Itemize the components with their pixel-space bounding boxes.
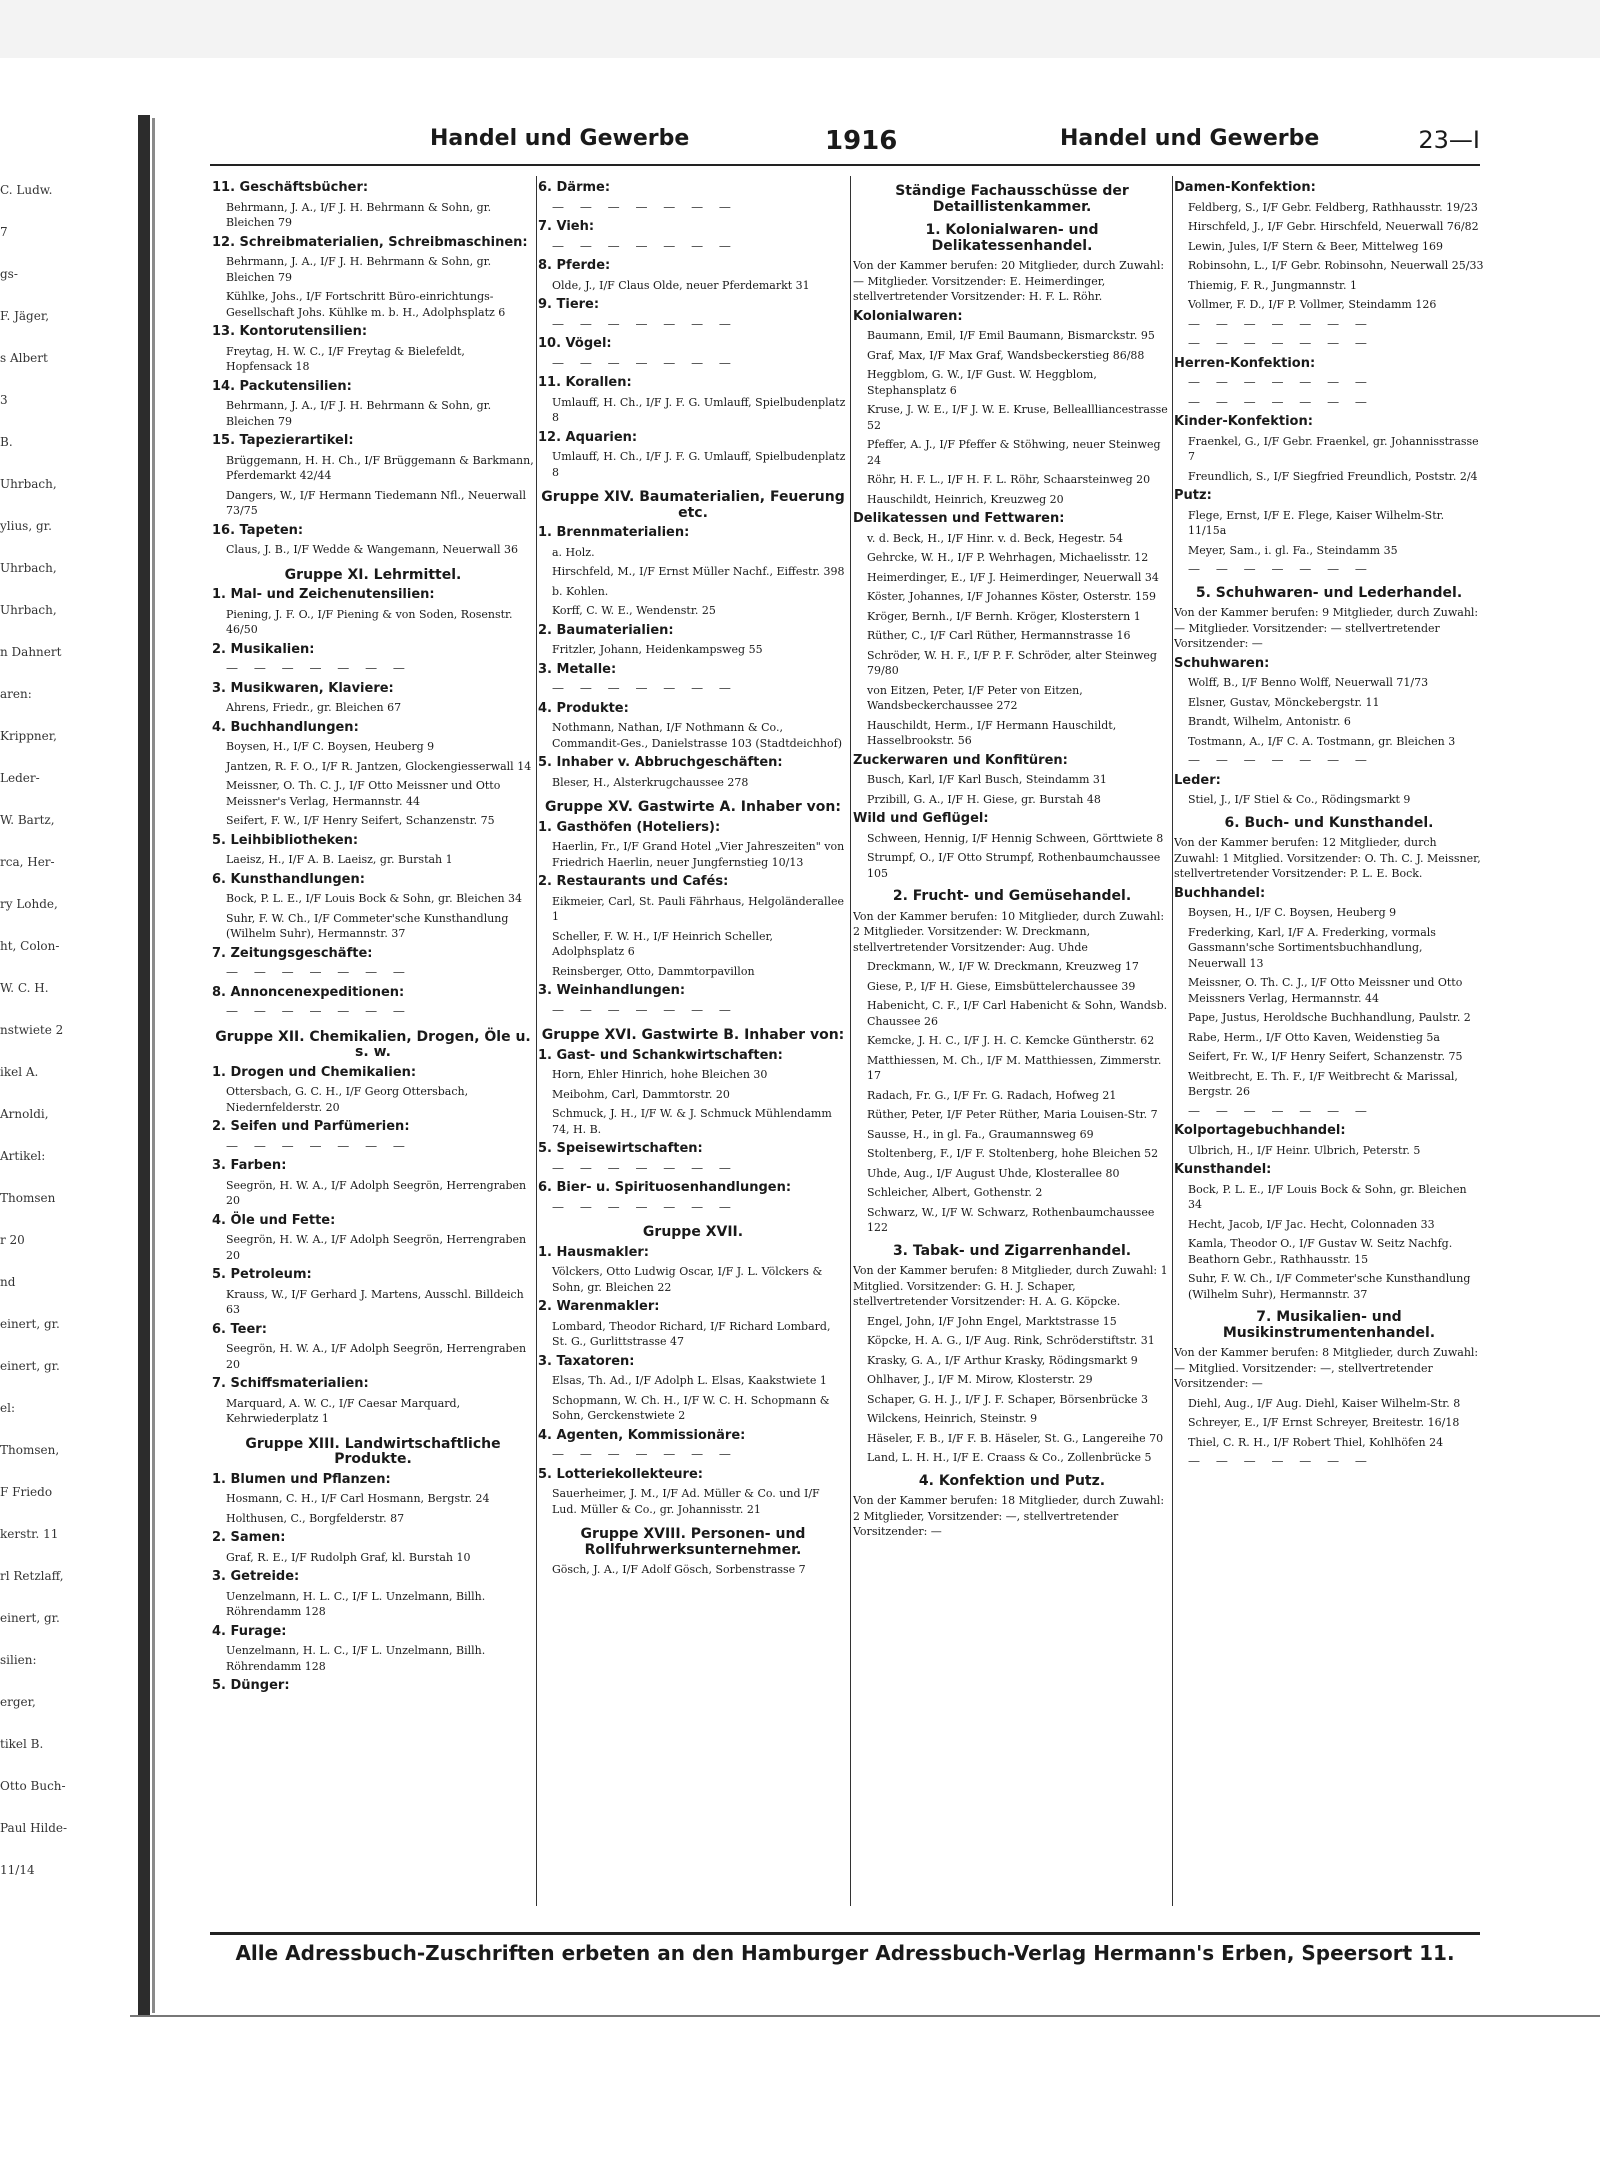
directory-entry: Rabe, Herm., I/F Otto Kaven, Weidenstieg 5a (1188, 1030, 1440, 1044)
directory-entry: Umlauff, H. Ch., I/F J. F. G. Umlauff, Spielbudenplatz 8 (552, 395, 846, 424)
category-heading: 3. Getreide: (212, 1569, 300, 1584)
group-heading: Gruppe XVIII. Personen- und Rollfuhrwerksunternehmer. (580, 1526, 806, 1558)
directory-entry: Suhr, F. W. Ch., I/F Commeter'sche Kunsthandlung (Wilhelm Suhr), Hermannstr. 37 (226, 911, 509, 940)
fragment-line: B. (0, 435, 13, 449)
category-heading: 5. Lotteriekollekteure: (538, 1466, 703, 1482)
column-rule (850, 176, 851, 1906)
empty-entry-dashes: — — — — — — — (226, 661, 411, 675)
directory-entry: Diehl, Aug., I/F Aug. Diehl, Kaiser Wilhelm-Str. 8 (1188, 1396, 1461, 1410)
directory-entry: Schwarz, W., I/F W. Schwarz, Rothenbaumchaussee 122 (867, 1205, 1155, 1234)
category-heading: 5. Petroleum: (212, 1267, 312, 1282)
directory-entry: Habenicht, C. F., I/F Carl Habenicht & Sohn, Wandsb. Chaussee 26 (867, 999, 1168, 1028)
category-heading: 4. Furage: (212, 1623, 287, 1639)
category-heading: 5. Speisewirtschaften: (538, 1141, 703, 1156)
group-heading: Gruppe XVI. Gastwirte B. Inhaber von: (541, 1027, 845, 1043)
fragment-line: einert, gr. (0, 1317, 60, 1331)
fragment-line: einert, gr. (0, 1359, 60, 1373)
directory-entry: Ulbrich, H., I/F Heinr. Ulbrich, Peterstr. 5 (1188, 1143, 1421, 1157)
fragment-line: W. C. H. (0, 981, 49, 995)
fragment-line: ry Lohde, (0, 897, 58, 911)
directory-entry: Fritzler, Johann, Heidenkampsweg 55 (552, 643, 763, 656)
directory-entry: Kröger, Bernh., I/F Bernh. Kröger, Klosterstern 1 (867, 609, 1141, 623)
category-heading: 15. Tapezierartikel: (212, 433, 354, 448)
category-heading: 2. Samen: (212, 1530, 286, 1545)
empty-entry-dashes: — — — — — — — (1188, 316, 1373, 331)
directory-entry: Schween, Hennig, I/F Hennig Schween, Görttwiete 8 (867, 831, 1164, 845)
category-heading: 13. Kontorutensilien: (212, 324, 368, 339)
directory-entry: Haerlin, Fr., I/F Grand Hotel „Vier Jahreszeiten" von Friedrich Haerlin, neuer Jungfernstieg 10/13 (552, 840, 845, 869)
directory-entry: Rüther, C., I/F Carl Rüther, Hermannstrasse 16 (867, 629, 1131, 642)
category-heading: 5. Dünger: (212, 1678, 290, 1693)
group-heading: Gruppe XVII. (642, 1224, 744, 1240)
fragment-line: Uhrbach, (0, 477, 57, 491)
column-1 (212, 176, 534, 1906)
committee-note: Von der Kammer berufen: 18 Mitglieder, durch Zuwahl: 2 Mitglieder, Vorsitzender: —, stellvertretender Vorsitzender: — (853, 1494, 1165, 1538)
directory-entry: Korff, C. W. E., Wendenstr. 25 (552, 604, 716, 617)
running-year: 1916 (825, 126, 898, 156)
directory-entry: Tostmann, A., I/F C. A. Tostmann, gr. Bleichen 3 (1188, 734, 1456, 748)
directory-entry: Meibohm, Carl, Dammtorstr. 20 (552, 1087, 730, 1101)
fragment-line: rca, Her- (0, 855, 55, 869)
directory-entry: Elsas, Th. Ad., I/F Adolph L. Elsas, Kaakstwiete 1 (552, 1374, 827, 1387)
category-heading: 7. Schiffsmaterialien: (212, 1376, 369, 1391)
directory-entry: Gösch, J. A., I/F Adolf Gösch, Sorbenstrasse 7 (552, 1563, 806, 1576)
category-heading: Leder: (1174, 772, 1221, 788)
category-heading: 7. Vieh: (538, 219, 595, 234)
category-heading: 2. Restaurants und Cafés: (538, 874, 729, 889)
section-heading: 5. Schuhwaren- und Lederhandel. (1195, 584, 1463, 601)
directory-entry: Bock, P. L. E., I/F Louis Bock & Sohn, gr. Bleichen 34 (1188, 1182, 1467, 1211)
directory-entry: Radach, Fr. G., I/F Fr. G. Radach, Hofweg 21 (867, 1088, 1117, 1102)
scan-margin (0, 0, 1600, 58)
section-heading: 1. Kolonialwaren- und Delikatessenhandel. (925, 222, 1099, 254)
directory-entry: Uhde, Aug., I/F August Uhde, Klosterallee 80 (867, 1166, 1120, 1180)
fragment-line: silien: (0, 1653, 37, 1667)
directory-entry: Graf, Max, I/F Max Graf, Wandsbeckerstieg 86/88 (867, 348, 1145, 362)
directory-entry: Lewin, Jules, I/F Stern & Beer, Mittelweg 169 (1188, 239, 1444, 253)
committee-note: Von der Kammer berufen: 9 Mitglieder, durch Zuwahl: — Mitglieder. Vorsitzender: — stellvertretender Vorsitzender: — (1174, 606, 1479, 650)
fragment-line: Thomsen (0, 1191, 56, 1205)
empty-entry-dashes: — — — — — — — (552, 316, 737, 331)
category-heading: 4. Buchhandlungen: (212, 719, 359, 735)
fragment-line: ht, Colon- (0, 939, 60, 953)
directory-entry: Holthusen, C., Borgfelderstr. 87 (226, 1511, 405, 1525)
category-heading: 3. Metalle: (538, 661, 617, 677)
column-2 (538, 176, 848, 1906)
fragment-line: Thomsen, (0, 1443, 60, 1457)
empty-entry-dashes: — — — — — — — (226, 1004, 411, 1018)
directory-entry: a. Holz. (552, 545, 595, 559)
directory-entry: Hauschildt, Herm., I/F Hermann Hauschildt, Hasselbrookstr. 56 (867, 718, 1117, 747)
category-heading: 2. Warenmakler: (538, 1299, 660, 1314)
directory-entry: Freundlich, S., I/F Siegfried Freundlich, Poststr. 2/4 (1188, 469, 1478, 483)
section-heading: Ständige Fachausschüsse der Detaillistenkammer. (895, 183, 1129, 215)
fragment-line: erger, (0, 1695, 36, 1709)
empty-entry-dashes: — — — — — — — (1188, 394, 1373, 409)
category-heading: 3. Taxatoren: (538, 1353, 635, 1369)
section-heading: 2. Frucht- und Gemüsehandel. (892, 888, 1132, 904)
directory-entry: Olde, J., I/F Claus Olde, neuer Pferdemarkt 31 (552, 278, 810, 292)
directory-entry: Suhr, F. W. Ch., I/F Commeter'sche Kunsthandlung (Wilhelm Suhr), Hermannstr. 37 (1188, 1272, 1471, 1301)
directory-entry: Hirschfeld, J., I/F Gebr. Hirschfeld, Neuerwall 76/82 (1188, 220, 1479, 233)
directory-entry: Sausse, H., in gl. Fa., Graumannsweg 69 (867, 1127, 1094, 1141)
directory-entry: Boysen, H., I/F C. Boysen, Heuberg 9 (1188, 906, 1397, 919)
fragment-line: 3 (0, 393, 8, 407)
fragment-line: einert, gr. (0, 1611, 60, 1625)
directory-entry: Ahrens, Friedr., gr. Bleichen 67 (226, 701, 402, 714)
empty-entry-dashes: — — — — — — — (552, 681, 737, 695)
empty-entry-dashes: — — — — — — — (1188, 1103, 1373, 1118)
category-heading: Damen-Konfektion: (1174, 180, 1316, 195)
directory-entry: Meissner, O. Th. C. J., I/F Otto Meissner und Otto Meissners Verlag, Hermannstr. 44 (1188, 976, 1463, 1005)
directory-entry: Flege, Ernst, I/F E. Flege, Kaiser Wilhelm-Str. 11/15a (1188, 508, 1445, 537)
directory-entry: Boysen, H., I/F C. Boysen, Heuberg 9 (226, 740, 435, 753)
directory-entry: Seegrön, H. W. A., I/F Adolph Seegrön, Herrengraben 20 (226, 1233, 527, 1262)
directory-entry: v. d. Beck, H., I/F Hinr. v. d. Beck, Hegestr. 54 (867, 531, 1123, 545)
directory-entry: Krasky, G. A., I/F Arthur Krasky, Rödingsmarkt 9 (867, 1353, 1138, 1367)
directory-entry: Weitbrecht, E. Th. F., I/F Weitbrecht & Marissal, Bergstr. 26 (1188, 1069, 1458, 1098)
directory-entry: Lombard, Theodor Richard, I/F Richard Lombard, St. G., Gurlittstrasse 47 (552, 1319, 831, 1348)
category-heading: 5. Leihbibliotheken: (212, 832, 359, 848)
category-heading: 1. Brennmaterialien: (538, 525, 690, 540)
category-heading: 10. Vögel: (538, 336, 612, 351)
category-heading: 4. Produkte: (538, 700, 629, 716)
directory-entry: Frederking, Karl, I/F A. Frederking, vormals Gassmann'sche Sortimentsbuchhandlung, Neuerwall 13 (1188, 925, 1436, 970)
category-heading: 12. Aquarien: (538, 429, 638, 445)
directory-entry: Vollmer, F. D., I/F P. Vollmer, Steindamm 126 (1188, 298, 1437, 311)
category-heading: 11. Korallen: (538, 375, 632, 390)
fragment-line: Arnoldi, (0, 1107, 49, 1121)
directory-entry: Giese, P., I/F H. Giese, Eimsbüttelerchaussee 39 (867, 979, 1136, 993)
fragment-line: s Albert (0, 351, 48, 365)
directory-entry: Hosmann, C. H., I/F Carl Hosmann, Bergstr. 24 (226, 1492, 490, 1505)
group-heading: Gruppe XII. Chemikalien, Drogen, Öle u. s. w. (215, 1028, 531, 1060)
fragment-line: F. Jäger, (0, 309, 50, 323)
section-heading: 4. Konfektion und Putz. (918, 1472, 1106, 1489)
empty-entry-dashes: — — — — — — — (552, 1199, 737, 1214)
directory-entry: Engel, John, I/F John Engel, Marktstrasse 15 (867, 1314, 1117, 1328)
directory-entry: Meyer, Sam., i. gl. Fa., Steindamm 35 (1188, 543, 1398, 557)
empty-entry-dashes: — — — — — — — (1188, 753, 1373, 767)
directory-entry: Eikmeier, Carl, St. Pauli Fährhaus, Helgoländerallee 1 (552, 894, 845, 923)
category-heading: 1. Mal- und Zeichenutensilien: (212, 587, 435, 602)
fragment-line: Otto Buch- (0, 1779, 66, 1793)
category-heading: 2. Musikalien: (212, 641, 315, 657)
book-spine (138, 115, 150, 2015)
directory-entry: Schreyer, E., I/F Ernst Schreyer, Breitestr. 16/18 (1188, 1416, 1460, 1429)
category-heading: 3. Musikwaren, Klaviere: (212, 680, 394, 696)
category-heading: 14. Packutensilien: (212, 378, 352, 394)
running-title-right: Handel und Gewerbe (1060, 126, 1320, 151)
directory-entry: Feldberg, S., I/F Gebr. Feldberg, Rathhausstr. 19/23 (1188, 200, 1478, 214)
fragment-line: gs- (0, 267, 18, 281)
category-heading: Kolportagebuchhandel: (1174, 1123, 1346, 1138)
category-heading: Kinder-Konfektion: (1174, 414, 1313, 429)
category-heading: 4. Öle und Fette: (212, 1212, 336, 1228)
group-heading: Gruppe XV. Gastwirte A. Inhaber von: (545, 799, 841, 815)
empty-entry-dashes: — — — — — — — (552, 199, 737, 214)
category-heading: 6. Bier- u. Spirituosenhandlungen: (538, 1180, 792, 1195)
directory-entry: Seifert, F. W., I/F Henry Seifert, Schanzenstr. 75 (226, 814, 495, 827)
category-heading: 3. Farben: (212, 1158, 287, 1173)
page-header (210, 118, 1480, 166)
directory-entry: Fraenkel, G., I/F Gebr. Fraenkel, gr. Johannisstrasse 7 (1188, 434, 1479, 463)
fragment-line: 11/14 (0, 1863, 35, 1877)
category-heading: 3. Weinhandlungen: (538, 983, 686, 998)
directory-entry: Ohlhaver, J., I/F M. Mirow, Klosterstr. 29 (867, 1373, 1093, 1386)
empty-entry-dashes: — — — — — — — (1188, 375, 1373, 389)
category-heading: 5. Inhaber v. Abbruchgeschäften: (538, 755, 783, 770)
directory-entry: Völckers, Otto Ludwig Oscar, I/F J. L. Völckers & Sohn, gr. Bleichen 22 (552, 1265, 823, 1294)
category-heading: 1. Gast- und Schankwirtschaften: (538, 1047, 783, 1063)
directory-entry: Busch, Karl, I/F Karl Busch, Steindamm 31 (867, 773, 1107, 786)
directory-entry: Hecht, Jacob, I/F Jac. Hecht, Colonnaden 33 (1188, 1217, 1435, 1231)
fragment-line: el: (0, 1401, 15, 1415)
directory-entry: Freytag, H. W. C., I/F Freytag & Bielefeldt, Hopfensack 18 (226, 344, 465, 373)
category-heading: 1. Gasthöfen (Hoteliers): (538, 819, 721, 835)
category-heading: 11. Geschäftsbücher: (212, 180, 369, 195)
page-footer: Alle Adressbuch-Zuschriften erbeten an den Hamburger Adressbuch-Verlag Hermann's Erben, Speersort 11. (210, 1932, 1480, 1971)
empty-entry-dashes: — — — — — — — (552, 238, 737, 253)
category-heading: Kunsthandel: (1174, 1162, 1272, 1177)
committee-note: Von der Kammer berufen: 10 Mitglieder, durch Zuwahl: 2 Mitglieder. Vorsitzender: W. Dreckmann, stellvertretender Vorsitzender: Aug. Uhde (853, 909, 1165, 954)
empty-entry-dashes: — — — — — — — (552, 1160, 737, 1175)
fragment-line: rl Retzlaff, (0, 1569, 64, 1583)
directory-entry: Stoltenberg, F., I/F F. Stoltenberg, hohe Bleichen 52 (867, 1147, 1159, 1160)
category-heading: 1. Blumen und Pflanzen: (212, 1471, 391, 1487)
directory-entry: Behrmann, J. A., I/F J. H. Behrmann & Sohn, gr. Bleichen 79 (226, 255, 492, 284)
directory-entry: Przibill, G. A., I/F H. Giese, gr. Burstah 48 (867, 792, 1101, 806)
column-rule (1172, 176, 1173, 1906)
fragment-line: nd (0, 1275, 16, 1289)
directory-entry: Seegrön, H. W. A., I/F Adolph Seegrön, Herrengraben 20 (226, 1178, 527, 1207)
directory-entry: Schopmann, W. Ch. H., I/F W. C. H. Schopmann & Sohn, Gerckenstwiete 2 (552, 1393, 830, 1422)
directory-entry: Dreckmann, W., I/F W. Dreckmann, Kreuzweg 17 (867, 960, 1139, 973)
committee-note: Von der Kammer berufen: 8 Mitglieder, durch Zuwahl: — Mitglied. Vorsitzender: —, stellvertretender Vorsitzender: — (1174, 1346, 1479, 1390)
committee-note: Von der Kammer berufen: 20 Mitglieder, durch Zuwahl: — Mitglieder. Vorsitzender: E. Heimerdinger, stellvertretender Vorsitzender: H. F. L. Röhr. (853, 259, 1165, 303)
directory-entry: Claus, J. B., I/F Wedde & Wangemann, Neuerwall 36 (226, 543, 518, 556)
empty-entry-dashes: — — — — — — — (1188, 1454, 1373, 1468)
category-heading: 16. Tapeten: (212, 522, 304, 538)
category-heading: Delikatessen und Fettwaren: (853, 511, 1065, 526)
category-heading: Putz: (1174, 488, 1212, 503)
directory-entry: Röhr, H. F. L., I/F H. F. L. Röhr, Schaarsteinweg 20 (867, 473, 1151, 486)
column-4 (1174, 176, 1484, 1906)
empty-entry-dashes: — — — — — — — (552, 355, 737, 370)
fragment-line: Leder- (0, 771, 40, 785)
directory-entry: Matthiessen, M. Ch., I/F M. Matthiessen, Zimmerstr. 17 (867, 1053, 1162, 1082)
directory-entry: Strumpf, O., I/F Otto Strumpf, Rothenbaumchaussee 105 (867, 851, 1161, 880)
fragment-line: kerstr. 11 (0, 1527, 59, 1541)
column-rule (536, 176, 537, 1906)
directory-entry: Stiel, J., I/F Stiel & Co., Rödingsmarkt 9 (1188, 793, 1411, 806)
directory-entry: Rüther, Peter, I/F Peter Rüther, Maria Louisen-Str. 7 (867, 1108, 1158, 1121)
page-edge-line (130, 2015, 1600, 2017)
fragment-line: Krippner, (0, 729, 57, 743)
fragment-line: nstwiete 2 (0, 1023, 64, 1037)
directory-entry: Bock, P. L. E., I/F Louis Bock & Sohn, gr. Bleichen 34 (226, 892, 523, 905)
section-heading: 3. Tabak- und Zigarrenhandel. (892, 1242, 1132, 1259)
previous-page-fragment (0, 180, 132, 1910)
directory-entry: Schröder, W. H. F., I/F P. F. Schröder, alter Steinweg 79/80 (867, 648, 1157, 677)
category-heading: Wild und Geflügel: (853, 811, 989, 826)
directory-entry: Dangers, W., I/F Hermann Tiedemann Nfl., Neuerwall 73/75 (226, 488, 526, 517)
directory-entry: Wolff, B., I/F Benno Wolff, Neuerwall 71/73 (1188, 676, 1429, 689)
empty-entry-dashes: — — — — — — — (226, 1138, 411, 1153)
committee-note: Von der Kammer berufen: 12 Mitglieder, durch Zuwahl: 1 Mitglied. Vorsitzender: O. Th. C. J. Meissner, stellvertretender Vorsitzender: P. L. E. Bock. (1174, 836, 1481, 880)
fragment-line: ikel A. (0, 1065, 39, 1079)
directory-entry: Reinsberger, Otto, Dammtorpavillon (552, 964, 755, 978)
category-heading: 8. Pferde: (538, 258, 611, 273)
directory-entry: Schaper, G. H. J., I/F J. F. Schaper, Börsenbrücke 3 (867, 1392, 1148, 1406)
fragment-line: Artikel: (0, 1149, 46, 1163)
fragment-line: n Dahnert (0, 645, 62, 659)
directory-entry: Pfeffer, A. J., I/F Pfeffer & Stöhwing, neuer Steinweg 24 (867, 438, 1161, 467)
directory-entry: Gehrcke, W. H., I/F P. Wehrhagen, Michaelisstr. 12 (867, 551, 1149, 564)
category-heading: 8. Annoncenexpeditionen: (212, 984, 405, 1000)
group-heading: Gruppe XIII. Landwirtschaftliche Produkte. (245, 1435, 501, 1467)
directory-entry: Ottersbach, G. C. H., I/F Georg Ottersbach, Niedernfelderstr. 20 (226, 1085, 469, 1114)
empty-entry-dashes: — — — — — — — (552, 1002, 737, 1017)
directory-entry: Köster, Johannes, I/F Johannes Köster, Osterstr. 159 (867, 590, 1156, 603)
directory-entry: Heimerdinger, E., I/F J. Heimerdinger, Neuerwall 34 (867, 570, 1159, 584)
group-heading: Gruppe XIV. Baumaterialien, Feuerung etc. (541, 489, 845, 521)
directory-entry: Horn, Ehler Hinrich, hohe Bleichen 30 (552, 1068, 768, 1081)
directory-entry: Krauss, W., I/F Gerhard J. Martens, Ausschl. Billdeich 63 (226, 1287, 524, 1316)
directory-entry: Umlauff, H. Ch., I/F J. F. G. Umlauff, Spielbudenplatz 8 (552, 450, 846, 479)
empty-entry-dashes: — — — — — — — (1188, 336, 1373, 350)
fragment-line: tikel B. (0, 1737, 44, 1751)
directory-entry: Baumann, Emil, I/F Emil Baumann, Bismarckstr. 95 (867, 329, 1155, 342)
category-heading: 6. Kunsthandlungen: (212, 871, 365, 887)
directory-entry: Laeisz, H., I/F A. B. Laeisz, gr. Burstah 1 (226, 853, 453, 866)
directory-entry: Häseler, F. B., I/F F. B. Häseler, St. G., Langereihe 70 (867, 1431, 1164, 1445)
category-heading: 4. Agenten, Kommissionäre: (538, 1427, 746, 1443)
directory-entry: Pape, Justus, Heroldsche Buchhandlung, Paulstr. 2 (1188, 1011, 1471, 1024)
fragment-line: Uhrbach, (0, 561, 57, 575)
category-heading: 1. Hausmakler: (538, 1244, 650, 1260)
directory-entry: Elsner, Gustav, Mönckebergstr. 11 (1188, 695, 1380, 709)
directory-entry: Scheller, F. W. H., I/F Heinrich Scheller, Adolphsplatz 6 (552, 929, 774, 958)
empty-entry-dashes: — — — — — — — (1188, 562, 1373, 576)
category-heading: Schuhwaren: (1174, 655, 1270, 671)
fragment-line: C. Ludw. (0, 183, 53, 197)
book-spine-edge (152, 118, 155, 2013)
category-heading: 2. Seifen und Parfümerien: (212, 1119, 410, 1134)
directory-entry: Seegrön, H. W. A., I/F Adolph Seegrön, Herrengraben 20 (226, 1342, 527, 1371)
directory-entry: b. Kohlen. (552, 584, 609, 598)
directory-entry: Hirschfeld, M., I/F Ernst Müller Nachf., Eiffestr. 398 (552, 565, 845, 578)
fragment-line: aren: (0, 687, 32, 701)
directory-entry: Thiel, C. R. H., I/F Robert Thiel, Kohlhöfen 24 (1188, 1435, 1444, 1449)
directory-entry: Uenzelmann, H. L. C., I/F L. Unzelmann, Billh. Röhrendamm 128 (226, 1589, 486, 1618)
directory-entry: Robinsohn, L., I/F Gebr. Robinsohn, Neuerwall 25/33 (1188, 259, 1484, 272)
committee-note: Von der Kammer berufen: 8 Mitglieder, durch Zuwahl: 1 Mitglied. Vorsitzender: G. H. J. Schaper, stellvertretender Vorsitzender: H. A. G. Köpcke. (853, 1264, 1168, 1308)
directory-entry: Meissner, O. Th. C. J., I/F Otto Meissner und Otto Meissner's Verlag, Hermannstr. 44 (226, 779, 501, 808)
category-heading: Zuckerwaren und Konfitüren: (853, 752, 1068, 768)
category-heading: 9. Tiere: (538, 297, 600, 312)
category-heading: Kolonialwaren: (853, 308, 963, 324)
directory-entry: Kruse, J. W. E., I/F J. W. E. Kruse, Belleallliancestrasse 52 (867, 403, 1168, 432)
directory-entry: Jantzen, R. F. O., I/F R. Jantzen, Glockengiesserwall 14 (226, 759, 532, 773)
directory-entry: Behrmann, J. A., I/F J. H. Behrmann & Sohn, gr. Bleichen 79 (226, 399, 492, 428)
empty-entry-dashes: — — — — — — — (226, 965, 411, 979)
fragment-line: Paul Hilde- (0, 1821, 68, 1835)
directory-entry: Kemcke, J. H. C., I/F J. H. C. Kemcke Güntherstr. 62 (867, 1034, 1155, 1047)
column-3 (853, 176, 1171, 1906)
fragment-line: Uhrbach, (0, 603, 57, 617)
category-heading: 12. Schreibmaterialien, Schreibmaschinen: (212, 234, 528, 250)
directory-entry: Bleser, H., Alsterkrugchaussee 278 (552, 775, 749, 789)
directory-entry: von Eitzen, Peter, I/F Peter von Eitzen, Wandsbeckerchaussee 272 (867, 683, 1083, 712)
directory-entry: Brüggemann, H. H. Ch., I/F Brüggemann & Barkmann, Pferdemarkt 42/44 (226, 453, 534, 482)
directory-entry: Thiemig, F. R., Jungmannstr. 1 (1188, 278, 1358, 292)
directory-entry: Marquard, A. W. C., I/F Caesar Marquard, Kehrwiederplatz 1 (226, 1396, 461, 1425)
directory-entry: Uenzelmann, H. L. C., I/F L. Unzelmann, Billh. Röhrendamm 128 (226, 1644, 486, 1673)
directory-entry: Nothmann, Nathan, I/F Nothmann & Co., Commandit-Ges., Danielstrasse 103 (Stadtdeichhof) (552, 721, 843, 750)
directory-entry: Schmuck, J. H., I/F W. & J. Schmuck Mühlendamm 74, H. B. (552, 1107, 832, 1136)
directory-entry: Behrmann, J. A., I/F J. H. Behrmann & Sohn, gr. Bleichen 79 (226, 200, 492, 229)
category-heading: 7. Zeitungsgeschäfte: (212, 945, 373, 961)
directory-entry: Graf, R. E., I/F Rudolph Graf, kl. Burstah 10 (226, 1550, 471, 1564)
directory-entry: Wilckens, Heinrich, Steinstr. 9 (867, 1412, 1038, 1425)
category-heading: 6. Därme: (538, 180, 611, 195)
group-heading: Gruppe XI. Lehrmittel. (284, 566, 462, 583)
page-number: 23—I (1418, 126, 1480, 154)
directory-entry: Sauerheimer, J. M., I/F Ad. Müller & Co. und I/F Lud. Müller & Co., gr. Johannisstr. 21 (552, 1487, 820, 1516)
fragment-line: r 20 (0, 1233, 25, 1247)
fragment-line: ylius, gr. (0, 519, 52, 533)
section-heading: 7. Musikalien- und Musikinstrumentenhandel. (1222, 1309, 1436, 1341)
directory-entry: Köpcke, H. A. G., I/F Aug. Rink, Schröderstiftstr. 31 (867, 1334, 1155, 1347)
category-heading: Herren-Konfektion: (1174, 355, 1316, 371)
directory-entry: Kühlke, Johs., I/F Fortschritt Büro-einrichtungs-Gesellschaft Johs. Kühlke m. b. H., Adolphsplatz 6 (226, 290, 506, 319)
fragment-line: F Friedo (0, 1485, 53, 1499)
directory-entry: Schleicher, Albert, Gothenstr. 2 (867, 1186, 1043, 1199)
directory-entry: Kamla, Theodor O., I/F Gustav W. Seitz Nachfg. Beathorn Gebr., Rathhausstr. 15 (1188, 1237, 1453, 1266)
running-title-left: Handel und Gewerbe (430, 126, 690, 151)
section-heading: 6. Buch- und Kunsthandel. (1224, 814, 1434, 831)
directory-entry: Heggblom, G. W., I/F Gust. W. Heggblom, Stephansplatz 6 (867, 368, 1097, 397)
category-heading: 2. Baumaterialien: (538, 622, 674, 638)
directory-entry: Piening, J. F. O., I/F Piening & von Soden, Rosenstr. 46/50 (226, 607, 513, 636)
directory-entry: Land, L. H. H., I/F E. Craass & Co., Zollenbrücke 5 (867, 1451, 1152, 1464)
category-heading: Buchhandel: (1174, 885, 1266, 901)
directory-entry: Hauschildt, Heinrich, Kreuzweg 20 (867, 492, 1064, 506)
category-heading: 6. Teer: (212, 1321, 267, 1337)
category-heading: 1. Drogen und Chemikalien: (212, 1064, 417, 1080)
directory-entry: Seifert, Fr. W., I/F Henry Seifert, Schanzenstr. 75 (1188, 1050, 1463, 1063)
fragment-line: W. Bartz, (0, 813, 55, 827)
fragment-line: 7 (0, 225, 8, 239)
empty-entry-dashes: — — — — — — — (552, 1447, 737, 1461)
directory-entry: Brandt, Wilhelm, Antonistr. 6 (1188, 715, 1351, 728)
